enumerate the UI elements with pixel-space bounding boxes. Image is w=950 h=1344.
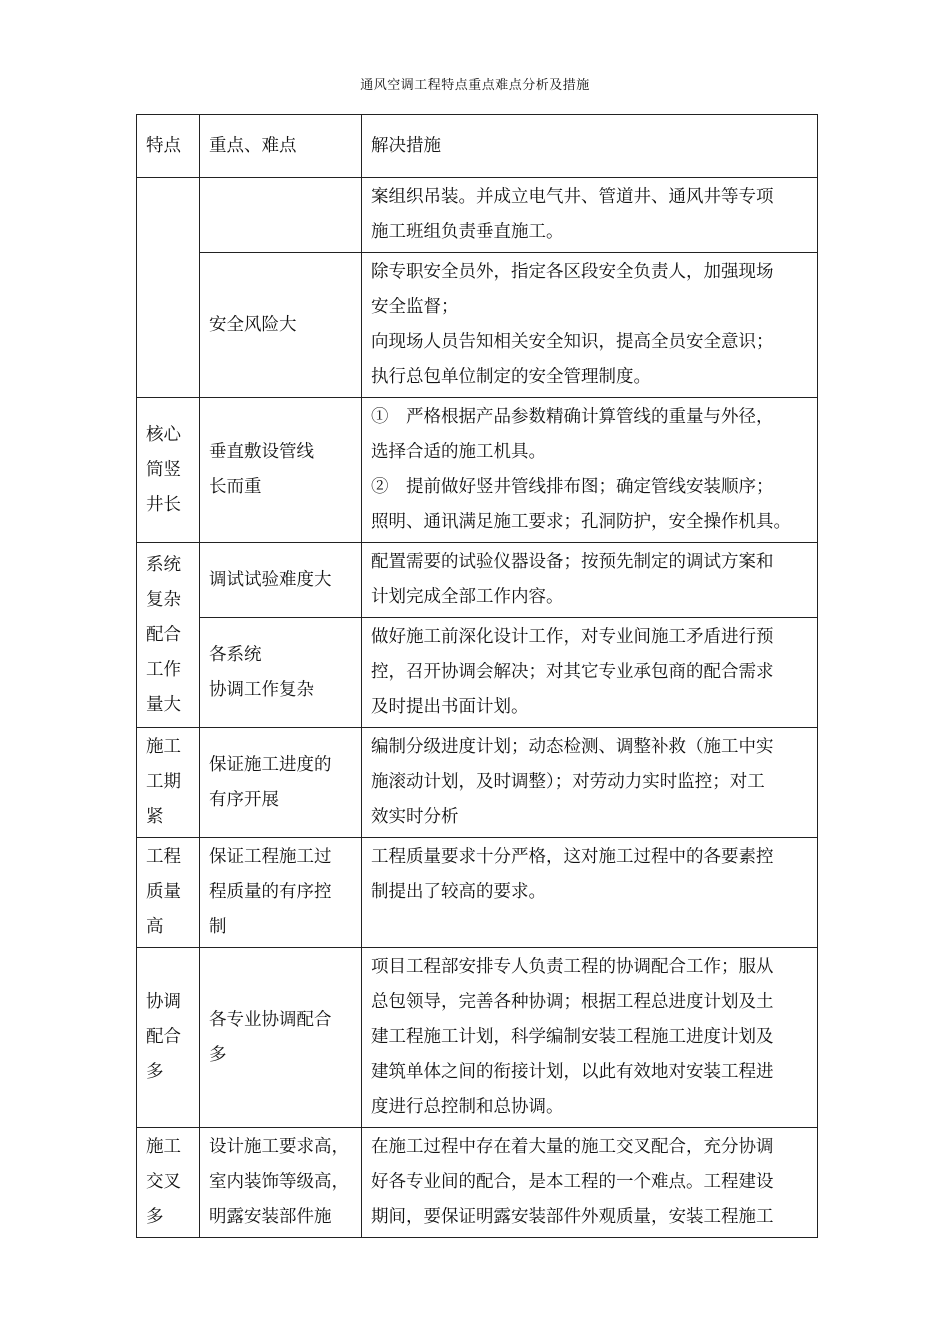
features-table: [136, 114, 818, 1238]
table-row: [137, 948, 818, 1128]
key-cell: 保证施工进度的 有序开展: [200, 728, 362, 838]
measures-cell: 工程质量要求十分严格，这对施工过程中的各要素控 制提出了较高的要求。: [362, 838, 818, 948]
measures-cell: 做好施工前深化设计工作，对专业间施工矛盾进行预 控，召开协调会解决；对其它专业承包商的配合需求 及时提出书面计划。: [362, 618, 818, 728]
feature-cell: 协调 配合 多: [137, 948, 200, 1128]
table-row: [137, 543, 818, 618]
table-row: [137, 178, 818, 253]
key-cell-empty: [200, 178, 362, 253]
table-row: [137, 618, 818, 728]
table-row: [137, 838, 818, 948]
measures-cell: 项目工程部安排专人负责工程的协调配合工作；服从 总包领导，完善各种协调；根据工程总进度计划及土 建工程施工计划，科学编制安装工程施工进度计划及 建筑单体之间的衔接计划，以此有效地对安装工程进 度进行总控制和总协调。: [362, 948, 818, 1128]
key-cell: 保证工程施工过 程质量的有序控 制: [200, 838, 362, 948]
key-cell: 各专业协调配合 多: [200, 948, 362, 1128]
feature-cell-empty: [137, 178, 200, 398]
measures-cell: 在施工过程中存在着大量的施工交叉配合，充分协调 好各专业间的配合，是本工程的一个难点。工程建设 期间，要保证明露安装部件外观质量，安装工程施工: [362, 1128, 818, 1238]
measures-cell: 案组织吊装。并成立电气井、管道井、通风井等专项 施工班组负责垂直施工。: [362, 178, 818, 253]
feature-cell: 核心 筒竖 井长: [137, 398, 200, 543]
table-header-row: [137, 115, 818, 178]
feature-cell: 施工 工期 紧: [137, 728, 200, 838]
measures-cell: 配置需要的试验仪器设备；按预先制定的调试方案和 计划完成全部工作内容。: [362, 543, 818, 618]
column-header-key-difficulty: 重点、难点: [200, 115, 362, 178]
measures-cell: 编制分级进度计划；动态检测、调整补救（施工中实 施滚动计划，及时调整）；对劳动力实时监控；对工 效实时分析: [362, 728, 818, 838]
measures-cell: 除专职安全员外，指定各区段安全负责人，加强现场 安全监督； 向现场人员告知相关安全知识，提高全员安全意识； 执行总包单位制定的安全管理制度。: [362, 253, 818, 398]
table-row: [137, 1128, 818, 1238]
key-cell: 垂直敷设管线 长而重: [200, 398, 362, 543]
column-header-measures: 解决措施: [362, 115, 818, 178]
key-cell: 调试试验难度大: [200, 543, 362, 618]
table-row: [137, 253, 818, 398]
key-cell: 各系统 协调工作复杂: [200, 618, 362, 728]
feature-cell: 工程 质量 高: [137, 838, 200, 948]
measures-cell: ① 严格根据产品参数精确计算管线的重量与外径， 选择合适的施工机具。 ② 提前做好竖井管线排布图；确定管线安装顺序； 照明、通讯满足施工要求；孔洞防护，安全操作机具。: [362, 398, 818, 543]
column-header-feature: 特点: [137, 115, 200, 178]
page-header-title: 通风空调工程特点重点难点分析及措施: [360, 78, 590, 93]
feature-cell: 施工 交叉 多: [137, 1128, 200, 1238]
key-cell: 安全风险大: [200, 253, 362, 398]
feature-cell: 系统 复杂 配合 工作 量大: [137, 543, 200, 728]
table-row: [137, 398, 818, 543]
table-row: [137, 728, 818, 838]
key-cell: 设计施工要求高， 室内装饰等级高， 明露安装部件施: [200, 1128, 362, 1238]
